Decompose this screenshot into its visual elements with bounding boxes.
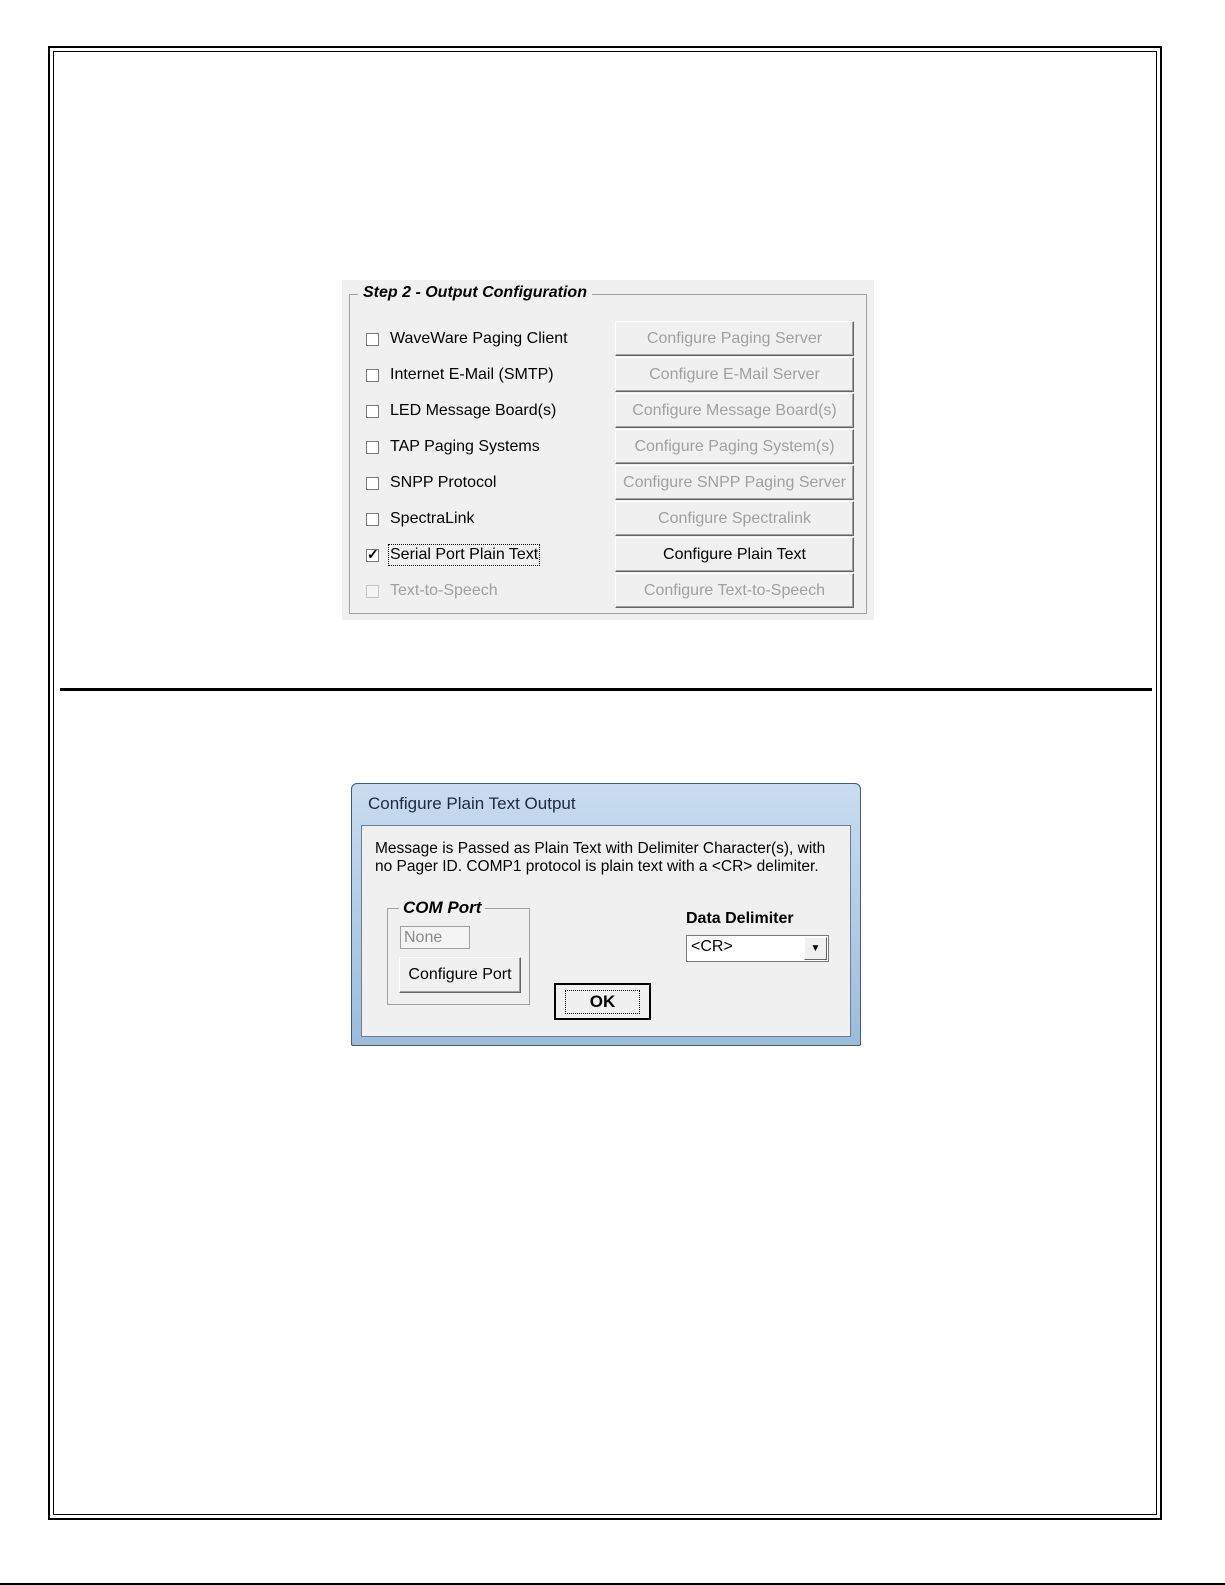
dialog-client-area [361, 825, 851, 1037]
output-configuration-groupbox [349, 284, 867, 614]
checkbox-waveware-paging-client[interactable] [366, 328, 568, 350]
checkbox-label[interactable]: WaveWare Paging Client [390, 330, 568, 347]
configure-paging-systems-button[interactable]: Configure Paging System(s) [615, 429, 854, 464]
configure-port-button[interactable]: Configure Port [399, 957, 521, 993]
configure-email-server-button[interactable]: Configure E-Mail Server [615, 357, 854, 392]
com-port-title: COM Port [399, 898, 485, 918]
checkbox-box[interactable] [366, 477, 379, 490]
configure-spectralink-button[interactable]: Configure Spectralink [615, 501, 854, 536]
output-configuration-panel [342, 280, 874, 620]
checkbox-label[interactable]: Serial Port Plain Text [390, 546, 539, 563]
checkbox-label[interactable]: SNPP Protocol [390, 474, 497, 491]
checkbox-serial-port-plain-text[interactable] [366, 544, 538, 566]
checkbox-box[interactable] [366, 333, 379, 346]
configure-message-boards-button[interactable]: Configure Message Board(s) [615, 393, 854, 428]
dialog-title: Configure Plain Text Output [368, 794, 576, 813]
dialog-description: Message is Passed as Plain Text with Delimiter Character(s), with no Pager ID. COMP1 protocol is plain text with a <CR> delimiter. [375, 840, 826, 875]
checkbox-label[interactable]: SpectraLink [390, 510, 475, 527]
checkbox-internet-email-smtp[interactable] [366, 364, 554, 386]
configure-plain-text-button[interactable]: Configure Plain Text [615, 537, 854, 572]
com-port-field[interactable] [400, 926, 470, 949]
data-delimiter-select[interactable] [686, 935, 829, 962]
checkbox-spectralink[interactable] [366, 508, 475, 530]
checkbox-box[interactable] [366, 441, 379, 454]
chevron-down-icon[interactable]: ▼ [804, 937, 827, 960]
configure-paging-server-button[interactable]: Configure Paging Server [615, 321, 854, 356]
checkbox-box[interactable] [366, 513, 379, 526]
section-divider [60, 688, 1152, 691]
checkbox-box-checked[interactable] [366, 549, 379, 562]
checkbox-text-to-speech [366, 580, 498, 602]
groupbox-title: Step 2 - Output Configuration [358, 284, 592, 302]
checkbox-box[interactable] [366, 369, 379, 382]
checkbox-tap-paging-systems[interactable] [366, 436, 540, 458]
checkbox-label[interactable]: Internet E-Mail (SMTP) [390, 366, 554, 383]
data-delimiter-value: <CR> [691, 938, 733, 955]
checkbox-label: Text-to-Speech [390, 582, 498, 599]
data-delimiter-label: Data Delimiter [686, 910, 794, 927]
checkbox-led-message-boards[interactable] [366, 400, 556, 422]
configure-text-to-speech-button[interactable]: Configure Text-to-Speech [615, 573, 854, 608]
com-port-groupbox [387, 898, 530, 1005]
checkbox-snpp-protocol[interactable] [366, 472, 496, 494]
configure-snpp-paging-server-button[interactable]: Configure SNPP Paging Server [615, 465, 854, 500]
configure-plain-text-dialog [351, 783, 861, 1046]
ok-button[interactable] [554, 983, 651, 1020]
checkbox-label[interactable]: LED Message Board(s) [390, 402, 557, 419]
checkbox-box-disabled [366, 585, 379, 598]
checkbox-label[interactable]: TAP Paging Systems [390, 438, 540, 455]
checkbox-box[interactable] [366, 405, 379, 418]
ok-button-label: OK [565, 990, 641, 1014]
